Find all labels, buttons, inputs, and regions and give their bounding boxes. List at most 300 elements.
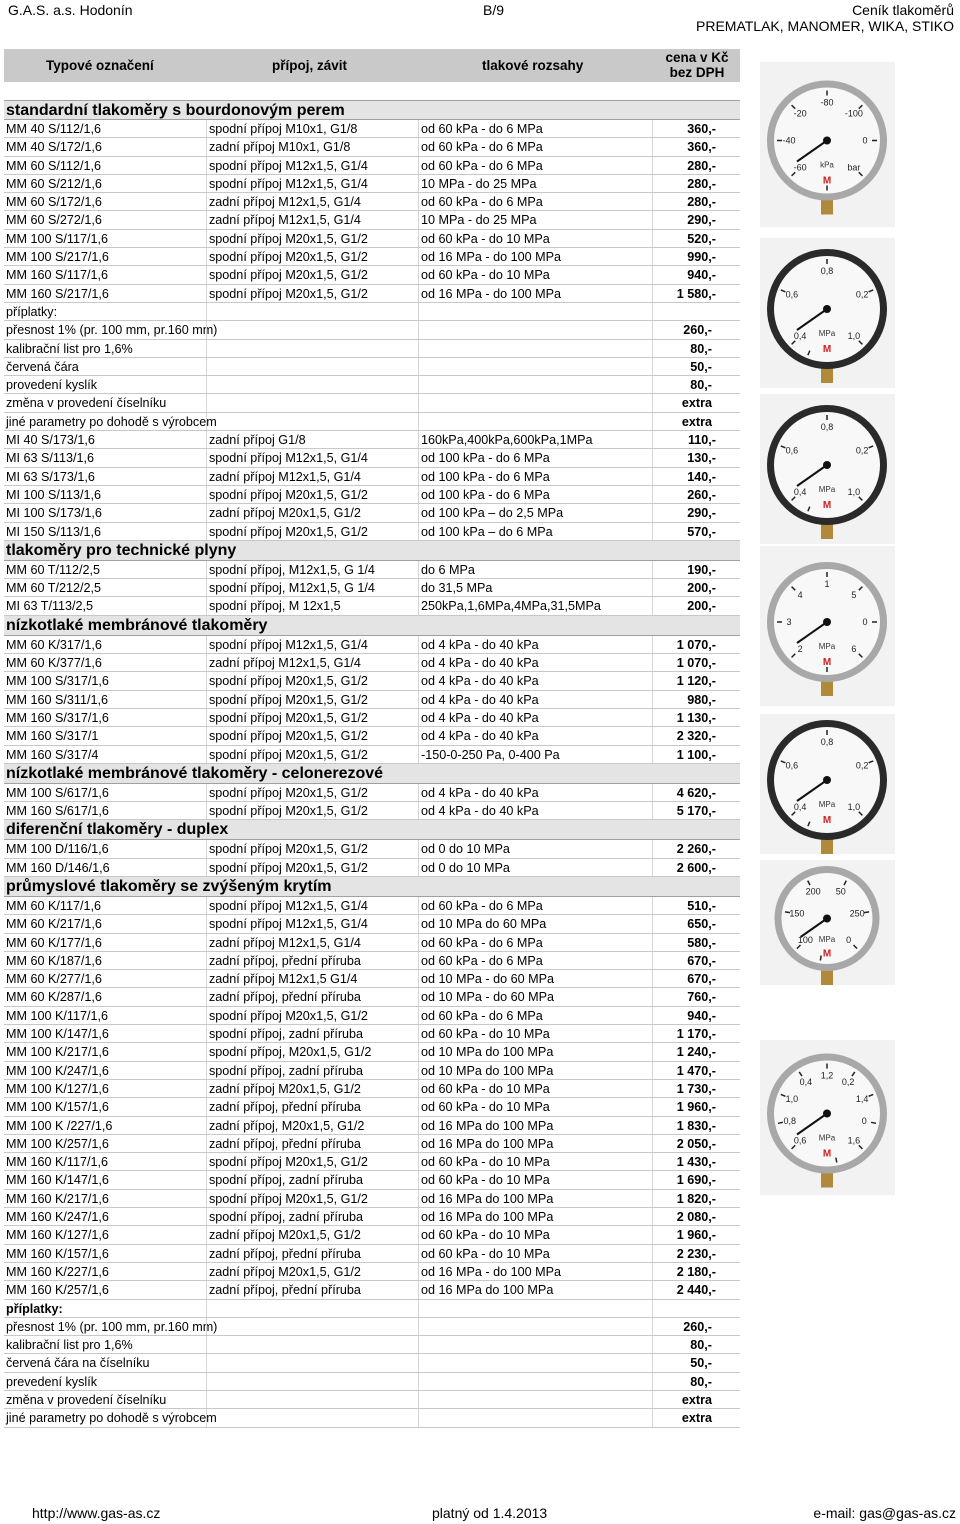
price-cell: 200,- xyxy=(652,597,738,614)
price-cell: 1 690,- xyxy=(652,1171,738,1188)
range-cell: od 60 kPa - do 6 MPa xyxy=(418,952,652,969)
designation-cell: MI 40 S/173/1,6 xyxy=(6,433,95,448)
range-cell: od 16 MPa - do 100 MPa xyxy=(418,285,652,302)
product-photo xyxy=(760,714,895,854)
designation-cell: MM 100 K/257/1,6 xyxy=(6,1136,109,1151)
range-cell: od 60 kPa - do 10 MPa xyxy=(418,1245,652,1262)
range-cell: od 60 kPa - do 6 MPa xyxy=(418,193,652,210)
price-cell: 1 820,- xyxy=(652,1190,738,1207)
svg-text:0,4: 0,4 xyxy=(793,486,807,497)
connection-cell: spodní přípoj, zadní příruba xyxy=(206,1062,418,1079)
section-heading-row xyxy=(4,100,740,120)
price-cell: 650,- xyxy=(652,915,738,932)
designation-cell: červená čára xyxy=(6,359,79,374)
footer-email[interactable]: e-mail: gas@gas-as.cz xyxy=(813,1505,956,1521)
price-cell: 260,- xyxy=(652,321,738,338)
designation-cell: MM 160 K/257/1,6 xyxy=(6,1283,109,1298)
product-photo xyxy=(760,238,895,388)
table-row xyxy=(4,1226,740,1244)
designation-cell: MI 63 S/113/1,6 xyxy=(6,451,94,466)
table-row xyxy=(4,746,740,764)
range-cell: od 60 kPa - do 6 MPa xyxy=(418,897,652,914)
designation-cell: MM 60 K/177/1,6 xyxy=(6,935,102,950)
price-cell: 1 470,- xyxy=(652,1062,738,1079)
connection-cell: spodní přípoj M20x1,5, G1/2 xyxy=(206,672,418,689)
designation-cell: MM 100 K/147/1,6 xyxy=(6,1027,109,1042)
range-cell: od 60 kPa - do 6 MPa xyxy=(418,1007,652,1024)
table-row xyxy=(4,193,740,211)
table-row xyxy=(4,654,740,672)
price-cell: 280,- xyxy=(652,175,738,192)
table-row xyxy=(4,175,740,193)
range-cell xyxy=(418,1391,652,1408)
surcharge-row xyxy=(4,1409,740,1427)
designation-cell: MM 60 K/277/1,6 xyxy=(6,972,102,987)
connection-cell: spodní přípoj M12x1,5, G1/4 xyxy=(206,636,418,653)
range-cell xyxy=(418,358,652,375)
price-cell: 580,- xyxy=(652,934,738,951)
designation-cell: provedení kyslík xyxy=(6,378,97,393)
designation-cell: MM 160 S/117/1,6 xyxy=(6,268,108,283)
range-cell xyxy=(418,1336,652,1353)
designation-cell: MM 100 D/116/1,6 xyxy=(6,842,109,857)
price-cell: 1 100,- xyxy=(652,746,738,763)
connection-cell: spodní přípoj M20x1,5, G1/2 xyxy=(206,230,418,247)
designation-cell: prevedení kyslík xyxy=(6,1374,97,1389)
price-cell: 280,- xyxy=(652,157,738,174)
svg-text:0,8: 0,8 xyxy=(820,422,834,432)
connection-cell: spodní přípoj M20x1,5, G1/2 xyxy=(206,1007,418,1024)
designation-cell: kalibrační list pro 1,6% xyxy=(6,341,133,356)
svg-text:0,8: 0,8 xyxy=(783,1115,796,1126)
designation-cell: MI 100 S/173/1,6 xyxy=(6,506,102,521)
svg-text:MPa: MPa xyxy=(818,642,836,651)
range-cell: od 100 kPa – do 6 MPa xyxy=(418,523,652,540)
svg-text:-40: -40 xyxy=(782,135,796,146)
price-cell: 2 050,- xyxy=(652,1135,738,1152)
svg-text:1,0: 1,0 xyxy=(847,330,861,341)
pressure-gauge-image xyxy=(760,860,895,985)
connection-cell xyxy=(206,1300,418,1317)
table-row xyxy=(4,1245,740,1263)
range-cell xyxy=(418,413,652,430)
table-row xyxy=(4,952,740,970)
connection-cell: zadní přípoj, přední příruba xyxy=(206,1281,418,1298)
table-row xyxy=(4,709,740,727)
svg-text:0,2: 0,2 xyxy=(855,445,869,456)
surcharge-row xyxy=(4,340,740,358)
price-cell: 200,- xyxy=(652,579,738,596)
table-row xyxy=(4,157,740,175)
designation-cell: přesnost 1% (pr. 100 mm, pr.160 mm) xyxy=(6,323,218,338)
price-cell: 80,- xyxy=(652,1373,738,1390)
connection-cell: spodní přípoj M20x1,5, G1/2 xyxy=(206,248,418,265)
pressure-gauge-image xyxy=(760,546,895,706)
connection-cell xyxy=(206,376,418,393)
price-cell: 940,- xyxy=(652,266,738,283)
range-cell: od 100 kPa - do 6 MPa xyxy=(418,486,652,503)
connection-cell: zadní přípoj M12x1,5, G1/4 xyxy=(206,193,418,210)
price-cell: 80,- xyxy=(652,340,738,357)
connection-cell: zadní přípoj M20x1,5, G1/2 xyxy=(206,1263,418,1280)
table-row xyxy=(4,248,740,266)
range-cell: od 60 kPa - do 10 MPa xyxy=(418,1098,652,1115)
page-number: B/9 xyxy=(483,2,505,18)
connection-cell xyxy=(206,1354,418,1371)
designation-cell: MM 160 K/157/1,6 xyxy=(6,1246,109,1261)
connection-cell: spodní přípoj M20x1,5, G1/2 xyxy=(206,784,418,801)
designation-cell: MM 100 K/217/1,6 xyxy=(6,1045,109,1060)
table-row xyxy=(4,1135,740,1153)
range-cell: od 10 MPa do 100 MPa xyxy=(418,1043,652,1060)
price-cell: 510,- xyxy=(652,897,738,914)
designation-cell: MM 60 S/112/1,6 xyxy=(6,158,101,173)
svg-text:150: 150 xyxy=(789,908,805,919)
range-cell xyxy=(418,303,652,320)
connection-cell: spodní přípoj M12x1,5, G1/4 xyxy=(206,449,418,466)
connection-cell: zadní přípoj, přední příruba xyxy=(206,1245,418,1262)
designation-cell: MM 160 S/317/1,6 xyxy=(6,710,109,725)
designation-cell: příplatky: xyxy=(6,304,58,319)
product-photo xyxy=(760,860,895,985)
table-row xyxy=(4,1263,740,1281)
price-cell: 290,- xyxy=(652,211,738,228)
svg-text:M: M xyxy=(822,1148,832,1160)
table-row xyxy=(4,727,740,745)
price-cell: 290,- xyxy=(652,504,738,521)
connection-cell: zadní přípoj, přední příruba xyxy=(206,1098,418,1115)
designation-cell: MM 60 K/187/1,6 xyxy=(6,953,102,968)
surcharge-row xyxy=(4,1300,740,1318)
section-title: průmyslové tlakoměry se zvýšeným krytím xyxy=(6,877,332,895)
svg-text:3: 3 xyxy=(786,617,792,627)
price-cell: extra xyxy=(652,413,738,430)
connection-cell: spodní přípoj M20x1,5, G1/2 xyxy=(206,1190,418,1207)
designation-cell: přesnost 1% (pr. 100 mm, pr.160 mm) xyxy=(6,1319,218,1334)
table-row xyxy=(4,915,740,933)
svg-text:0,8: 0,8 xyxy=(820,737,834,747)
svg-text:MPa: MPa xyxy=(818,485,836,494)
section-title: nízkotlaké membránové tlakoměry xyxy=(6,616,268,634)
designation-cell: MI 100 S/113/1,6 xyxy=(6,487,101,502)
range-cell: od 60 kPa - do 6 MPa xyxy=(418,157,652,174)
price-cell: 2 230,- xyxy=(652,1245,738,1262)
range-cell: od 60 kPa - do 6 MPa xyxy=(418,934,652,951)
pressure-gauge-image xyxy=(760,394,895,544)
connection-cell: spodní přípoj M20x1,5, G1/2 xyxy=(206,266,418,283)
table-row xyxy=(4,285,740,303)
surcharge-row xyxy=(4,1373,740,1391)
designation-cell: MM 40 S/172/1,6 xyxy=(6,140,102,155)
range-cell xyxy=(418,1373,652,1390)
table-row xyxy=(4,431,740,449)
designation-cell: MI 150 S/113/1,6 xyxy=(6,524,101,539)
connection-cell: spodní přípoj M20x1,5, G1/2 xyxy=(206,1153,418,1170)
designation-cell: kalibrační list pro 1,6% xyxy=(6,1338,133,1353)
svg-text:0,6: 0,6 xyxy=(793,1135,807,1146)
table-row xyxy=(4,636,740,654)
connection-cell xyxy=(206,1373,418,1390)
designation-cell: MM 100 S/317/1,6 xyxy=(6,674,109,689)
svg-text:1: 1 xyxy=(824,579,830,589)
connection-cell: zadní přípoj M10x1, G1/8 xyxy=(206,138,418,155)
connection-cell xyxy=(206,413,418,430)
range-cell: od 4 kPa - do 40 kPa xyxy=(418,691,652,708)
table-row xyxy=(4,691,740,709)
svg-text:0,6: 0,6 xyxy=(785,445,799,456)
column-header-connection: přípoj, závit xyxy=(272,58,348,73)
connection-cell xyxy=(206,394,418,411)
connection-cell: zadní přípoj M20x1,5, G1/2 xyxy=(206,504,418,521)
connection-cell: zadní přípoj G1/8 xyxy=(206,431,418,448)
table-row xyxy=(4,1007,740,1025)
svg-text:-20: -20 xyxy=(793,108,807,119)
table-row xyxy=(4,988,740,1006)
price-cell: 1 580,- xyxy=(652,285,738,302)
range-cell: od 4 kPa - do 40 kPa xyxy=(418,784,652,801)
table-row xyxy=(4,1098,740,1116)
surcharge-row xyxy=(4,394,740,412)
range-cell xyxy=(418,376,652,393)
price-cell: 1 070,- xyxy=(652,654,738,671)
svg-text:M: M xyxy=(822,657,832,669)
section-heading-row xyxy=(4,877,740,897)
price-cell: extra xyxy=(652,1391,738,1408)
designation-cell: příplatky: xyxy=(6,1301,63,1316)
connection-cell: spodní přípoj M20x1,5, G1/2 xyxy=(206,486,418,503)
connection-cell xyxy=(206,1391,418,1408)
price-cell: extra xyxy=(652,394,738,411)
range-cell: od 16 MPa do 100 MPa xyxy=(418,1208,652,1225)
section-title: diferenční tlakoměry - duplex xyxy=(6,821,229,839)
designation-cell: MM 160 S/311/1,6 xyxy=(6,692,108,707)
designation-cell: MM 60 K/377/1,6 xyxy=(6,656,102,671)
designation-cell: MM 160 K/117/1,6 xyxy=(6,1155,108,1170)
range-cell: od 4 kPa - do 40 kPa xyxy=(418,654,652,671)
svg-text:100: 100 xyxy=(797,935,813,946)
table-row xyxy=(4,1208,740,1226)
table-row xyxy=(4,1171,740,1189)
connection-cell: spodní přípoj, M12x1,5, G 1/4 xyxy=(206,579,418,596)
svg-text:50: 50 xyxy=(835,886,846,897)
table-row xyxy=(4,1117,740,1135)
svg-text:M: M xyxy=(822,344,832,356)
connection-cell: spodní přípoj, M20x1,5, G1/2 xyxy=(206,1043,418,1060)
range-cell: od 60 kPa - do 6 MPa xyxy=(418,138,652,155)
svg-text:MPa: MPa xyxy=(818,329,836,338)
range-cell: 10 MPa - do 25 MPa xyxy=(418,175,652,192)
price-cell: 2 260,- xyxy=(652,840,738,857)
price-cell: 2 600,- xyxy=(652,859,738,876)
section-heading-row xyxy=(4,541,740,561)
designation-cell: MM 60 T/112/2,5 xyxy=(6,562,101,577)
svg-text:-100: -100 xyxy=(844,108,863,119)
range-cell: od 4 kPa - do 40 kPa xyxy=(418,727,652,744)
designation-cell: MM 160 K/247/1,6 xyxy=(6,1210,109,1225)
connection-cell: spodní přípoj, zadní příruba xyxy=(206,1171,418,1188)
price-cell: 260,- xyxy=(652,1318,738,1335)
designation-cell: MM 60 S/272/1,6 xyxy=(6,213,102,228)
svg-text:0: 0 xyxy=(862,617,868,627)
table-row xyxy=(4,840,740,858)
connection-cell xyxy=(206,321,418,338)
surcharge-row xyxy=(4,1354,740,1372)
connection-cell: zadní přípoj M12x1,5, G1/4 xyxy=(206,211,418,228)
connection-cell: spodní přípoj M12x1,5, G1/4 xyxy=(206,897,418,914)
table-row xyxy=(4,468,740,486)
connection-cell: spodní přípoj M20x1,5, G1/2 xyxy=(206,859,418,876)
connection-cell xyxy=(206,340,418,357)
designation-cell: MM 100 S/117/1,6 xyxy=(6,231,108,246)
designation-cell: MM 160 S/317/1 xyxy=(6,729,99,744)
surcharge-row xyxy=(4,358,740,376)
footer-valid-from: platný od 1.4.2013 xyxy=(432,1505,548,1521)
section-heading-row xyxy=(4,616,740,636)
range-cell: -150-0-250 Pa, 0-400 Pa xyxy=(418,746,652,763)
designation-cell: MM 100 K/157/1,6 xyxy=(6,1100,109,1115)
svg-text:0: 0 xyxy=(861,1115,867,1126)
designation-cell: MM 100 S/617/1,6 xyxy=(6,785,109,800)
range-cell: od 60 kPa - do 10 MPa xyxy=(418,1171,652,1188)
table-row xyxy=(4,1025,740,1043)
connection-cell: spodní přípoj, M12x1,5, G 1/4 xyxy=(206,561,418,578)
designation-cell: změna v provedení číselníku xyxy=(6,1393,167,1407)
designation-cell: MM 100 K/117/1,6 xyxy=(6,1008,108,1023)
svg-text:250: 250 xyxy=(849,908,865,919)
price-cell: 280,- xyxy=(652,193,738,210)
connection-cell: spodní přípoj M12x1,5, G1/4 xyxy=(206,157,418,174)
section-title: standardní tlakoměry s bourdonovým perem xyxy=(6,102,345,119)
table-row xyxy=(4,802,740,820)
price-cell: 140,- xyxy=(652,468,738,485)
range-cell: od 0 do 10 MPa xyxy=(418,859,652,876)
range-cell xyxy=(418,1300,652,1317)
designation-cell: MM 40 S/112/1,6 xyxy=(6,122,101,136)
table-row xyxy=(4,970,740,988)
connection-cell xyxy=(206,1336,418,1353)
price-cell: 130,- xyxy=(652,449,738,466)
connection-cell xyxy=(206,1409,418,1426)
svg-text:1,0: 1,0 xyxy=(785,1094,799,1104)
designation-cell: MM 160 K/127/1,6 xyxy=(6,1228,109,1243)
surcharge-row xyxy=(4,376,740,394)
range-cell: od 60 kPa - do 10 MPa xyxy=(418,1153,652,1170)
svg-text:1,0: 1,0 xyxy=(847,486,861,497)
connection-cell: spodní přípoj M20x1,5, G1/2 xyxy=(206,709,418,726)
designation-cell: MM 160 K/227/1,6 xyxy=(6,1264,109,1279)
svg-text:1,4: 1,4 xyxy=(855,1094,869,1104)
range-cell: od 10 MPa do 60 MPa xyxy=(418,915,652,932)
designation-cell: MM 100 K/127/1,6 xyxy=(6,1081,109,1096)
connection-cell: spodní přípoj M12x1,5, G1/4 xyxy=(206,915,418,932)
range-cell: od 16 MPa do 100 MPa xyxy=(418,1190,652,1207)
designation-cell: MM 60 S/172/1,6 xyxy=(6,195,102,210)
designation-cell: MM 160 K/147/1,6 xyxy=(6,1173,109,1188)
price-cell: 670,- xyxy=(652,970,738,987)
surcharge-row xyxy=(4,1336,740,1354)
designation-cell: změna v provedení číselníku xyxy=(6,396,167,411)
svg-text:0,2: 0,2 xyxy=(841,1076,855,1087)
svg-text:200: 200 xyxy=(805,886,821,897)
price-cell: 760,- xyxy=(652,988,738,1005)
svg-text:6: 6 xyxy=(851,643,857,654)
connection-cell: spodní přípoj M20x1,5, G1/2 xyxy=(206,727,418,744)
designation-cell: MM 100 S/217/1,6 xyxy=(6,250,109,265)
price-cell: 110,- xyxy=(652,431,738,448)
designation-cell: MM 160 D/146/1,6 xyxy=(6,860,110,875)
range-cell xyxy=(418,394,652,411)
svg-text:MPa: MPa xyxy=(818,935,836,945)
svg-text:5: 5 xyxy=(851,590,857,601)
svg-text:0: 0 xyxy=(862,135,868,146)
svg-text:-80: -80 xyxy=(820,97,834,108)
table-row xyxy=(4,561,740,579)
connection-cell: zadní přípoj, přední příruba xyxy=(206,952,418,969)
table-row xyxy=(4,579,740,597)
designation-cell: MM 60 K/217/1,6 xyxy=(6,917,102,932)
surcharge-row xyxy=(4,321,740,339)
page-header xyxy=(0,0,960,40)
range-cell: 160kPa,400kPa,600kPa,1MPa xyxy=(418,431,652,448)
price-cell: 2 320,- xyxy=(652,727,738,744)
designation-cell: MM 100 K/247/1,6 xyxy=(6,1063,109,1078)
svg-text:0,4: 0,4 xyxy=(793,801,807,812)
price-cell: 4 620,- xyxy=(652,784,738,801)
designation-cell: MM 160 K/217/1,6 xyxy=(6,1191,109,1206)
price-cell xyxy=(652,1300,738,1317)
designation-cell: MM 60 K/317/1,6 xyxy=(6,637,102,652)
price-cell xyxy=(652,303,738,320)
price-cell: 190,- xyxy=(652,561,738,578)
range-cell: od 60 kPa - do 10 MPa xyxy=(418,266,652,283)
range-cell: od 16 MPa - do 100 MPa xyxy=(418,248,652,265)
price-cell: 1 170,- xyxy=(652,1025,738,1042)
svg-text:0,8: 0,8 xyxy=(820,266,834,276)
product-photo xyxy=(760,546,895,706)
connection-cell: spodní přípoj M20x1,5, G1/2 xyxy=(206,523,418,540)
column-header-price: cena v Kč bez DPH xyxy=(665,50,729,80)
pressure-gauge-image xyxy=(760,62,895,227)
designation-cell: jiné parametry po dohodě s výrobcem xyxy=(6,414,217,429)
svg-text:0,2: 0,2 xyxy=(855,289,869,300)
table-row xyxy=(4,504,740,522)
range-cell: do 31,5 MPa xyxy=(418,579,652,596)
designation-cell: MM 160 S/217/1,6 xyxy=(6,286,109,301)
table-row xyxy=(4,449,740,467)
svg-text:-60: -60 xyxy=(793,162,807,173)
table-row xyxy=(4,1043,740,1061)
table-row xyxy=(4,859,740,877)
range-cell xyxy=(418,1354,652,1371)
pressure-gauge-image xyxy=(760,1040,895,1195)
price-cell: 2 440,- xyxy=(652,1281,738,1298)
connection-cell xyxy=(206,358,418,375)
designation-cell: MI 63 T/113/2,5 xyxy=(6,599,94,614)
range-cell xyxy=(418,340,652,357)
range-cell: od 60 kPa - do 10 MPa xyxy=(418,1025,652,1042)
product-photo xyxy=(760,62,895,227)
footer-url[interactable]: http://www.gas-as.cz xyxy=(32,1505,161,1521)
connection-cell: spodní přípoj, zadní příruba xyxy=(206,1025,418,1042)
connection-cell: zadní přípoj M12x1,5, G1/4 xyxy=(206,654,418,671)
svg-text:0,6: 0,6 xyxy=(785,289,799,300)
section-heading-row xyxy=(4,764,740,784)
designation-cell: MM 60 T/212/2,5 xyxy=(6,581,101,596)
connection-cell: zadní přípoj M12x1,5, G1/4 xyxy=(206,468,418,485)
price-cell: 570,- xyxy=(652,523,738,540)
range-cell: 10 MPa - do 25 MPa xyxy=(418,211,652,228)
designation-cell: MM 160 S/617/1,6 xyxy=(6,804,109,819)
